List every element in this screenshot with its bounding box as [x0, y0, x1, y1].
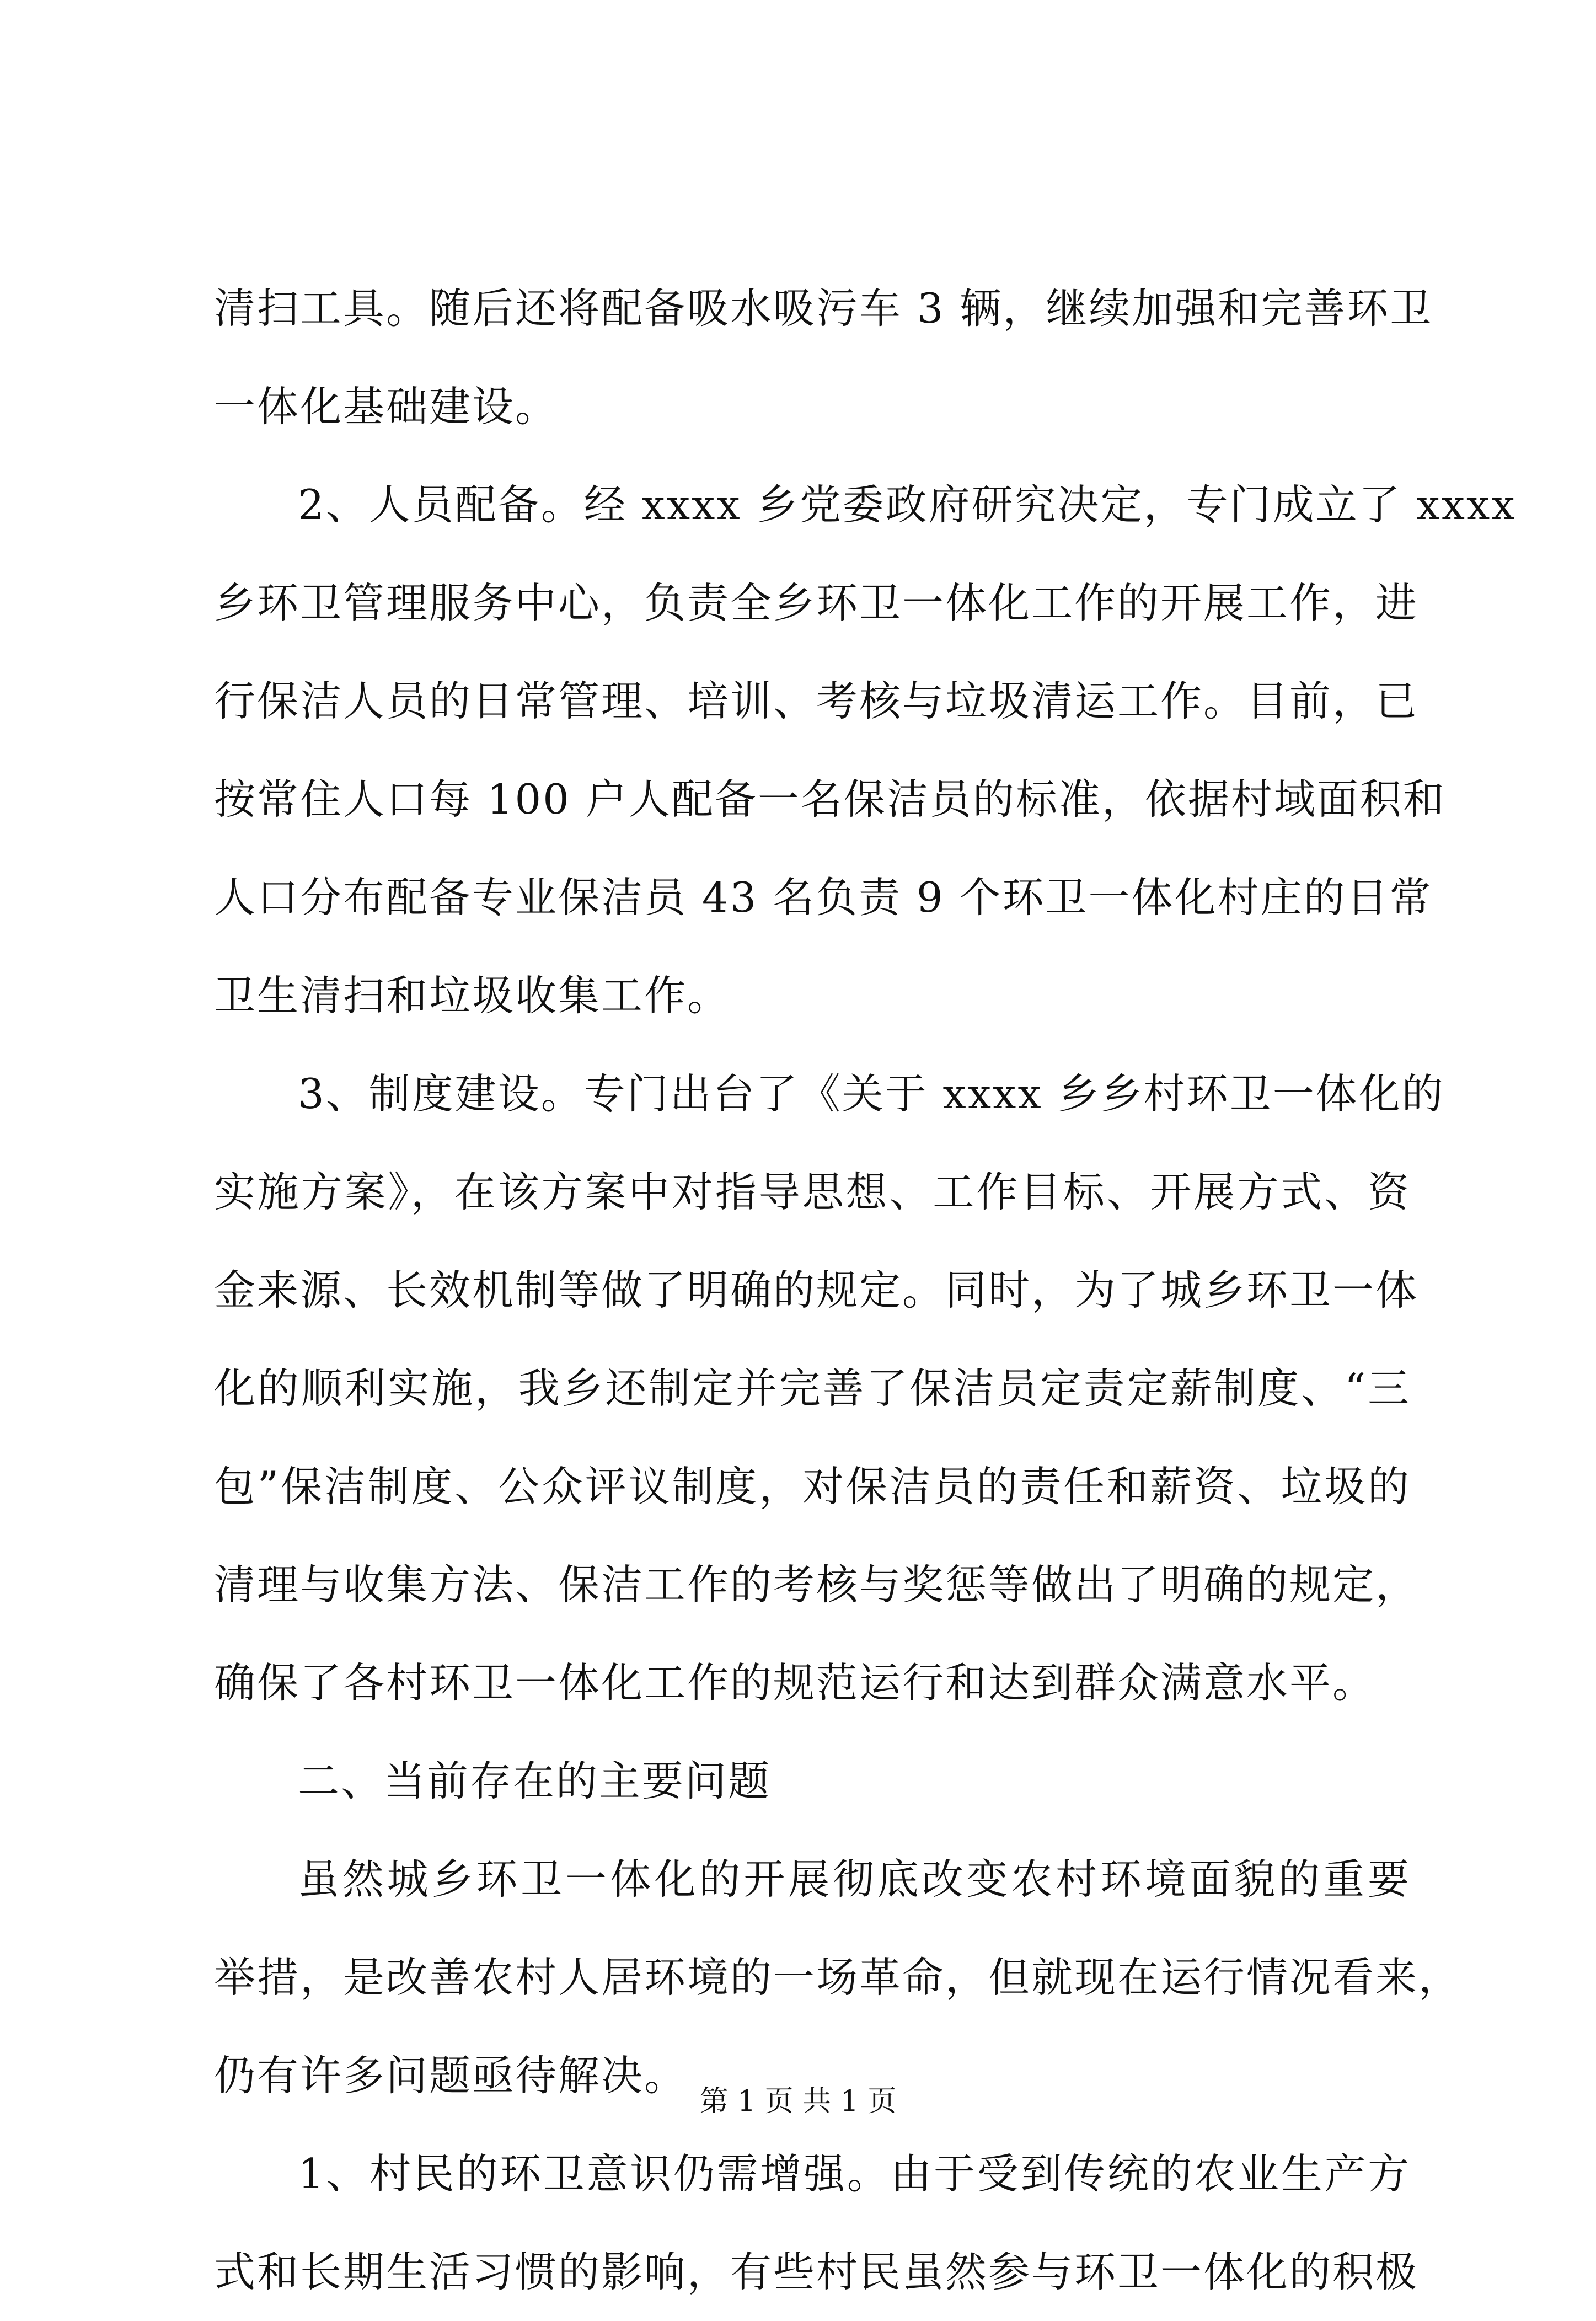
text-line: 人口分布配备专业保洁员 43 名负责 9 个环卫一体化村庄的日常 — [214, 873, 1433, 922]
text-line: 化的顺利实施，我乡还制定并完善了保洁员定责定薪制度、“三 — [214, 1364, 1411, 1413]
text-line: 按常住人口每 100 户人配备一名保洁员的标准，依据村域面积和 — [214, 775, 1446, 823]
page-number-footer: 第 1 页 共 1 页 — [699, 2085, 897, 2118]
text-line: 虽然城乡环卫一体化的开展彻底改变农村环境面貌的重要 — [298, 1855, 1411, 1903]
text-line: 包”保洁制度、公众评议制度，对保洁员的责任和薪资、垃圾的 — [214, 1462, 1411, 1511]
text-line: 金来源、长效机制等做了明确的规定。同时，为了城乡环卫一体 — [214, 1266, 1419, 1314]
text-line: 卫生清扫和垃圾收集工作。 — [214, 971, 731, 1020]
text-line: 清扫工具。随后还将配备吸水吸污车 3 辆，继续加强和完善环卫 — [214, 284, 1433, 333]
text-line: 式和长期生活习惯的影响，有些村民虽然参与环卫一体化的积极 — [214, 2248, 1419, 2296]
document-body — [214, 259, 1517, 2321]
text-line: 3、制度建设。专门出台了《关于 xxxx 乡乡村环卫一体化的 — [298, 1069, 1445, 1118]
text-line: 1、村民的环卫意识仍需增强。由于受到传统的农业生产方 — [298, 2149, 1411, 2198]
text-line: 举措，是改善农村人居环境的一场革命，但就现在运行情况看来， — [214, 1953, 1462, 2002]
text-line: 2、人员配备。经 xxxx 乡党委政府研究决定，专门成立了 xxxx — [298, 480, 1517, 529]
text-line: 乡环卫管理服务中心，负责全乡环卫一体化工作的开展工作，进 — [214, 579, 1419, 627]
text-line: 确保了各村环卫一体化工作的规范运行和达到群众满意水平。 — [214, 1659, 1376, 1707]
text-line: 仍有许多问题亟待解决。 — [214, 2051, 688, 2100]
section-heading: 二、当前存在的主要问题 — [298, 1757, 772, 1805]
text-line: 一体化基础建设。 — [214, 382, 559, 431]
text-line: 清理与收集方法、保洁工作的考核与奖惩等做出了明确的规定， — [214, 1560, 1419, 1609]
text-line: 行保洁人员的日常管理、培训、考核与垃圾清运工作。目前，已 — [214, 677, 1419, 725]
text-line: 实施方案》，在该方案中对指导思想、工作目标、开展方式、资 — [214, 1168, 1411, 1216]
